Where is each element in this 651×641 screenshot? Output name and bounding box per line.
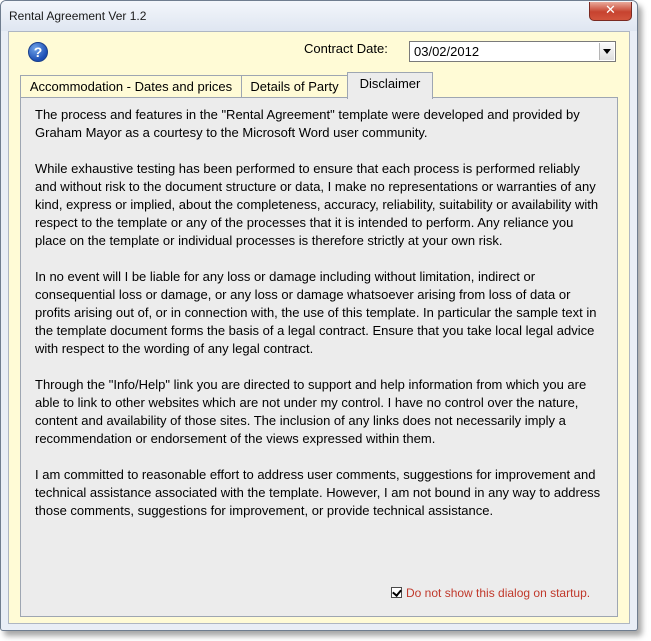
disclaimer-paragraph: I am committed to reasonable effort to address user comments, suggestions for improvement and technical assistance associated with the template. However, I am not bound in any way to address those comments, suggestions for improvement, or provide technical assistance. [35, 467, 601, 518]
startup-checkbox-row[interactable] [391, 586, 590, 600]
disclaimer-paragraph: In no event will I be liable for any loss or damage including without limitation, indirect or consequential loss or damage, or any loss or damage whatsoever arising from loss of data or profits arising out of, or in connection with, the use of this template. In particular the sample text in the template document forms the basis of a legal contract. Ensure that you take local legal advice with respect to the wording of any legal contract. [35, 269, 597, 356]
disclaimer-text [35, 106, 605, 538]
disclaimer-panel [20, 97, 618, 617]
title-bar[interactable] [1, 1, 637, 31]
dialog-body [8, 31, 630, 624]
tab-disclaimer[interactable]: Disclaimer [347, 72, 433, 99]
contract-date-dropdown[interactable] [409, 41, 616, 62]
question-mark-icon[interactable]: ? [28, 42, 48, 62]
startup-checkbox-label: Do not show this dialog on startup. [406, 586, 591, 600]
contract-date-label: Contract Date: [304, 41, 388, 56]
contract-date-value: 03/02/2012 [414, 44, 480, 59]
window-title: Rental Agreement Ver 1.2 [9, 9, 147, 23]
disclaimer-paragraph: Through the "Info/Help" link you are directed to support and help information from which you are able to link to other websites which are not under my control. I have no control over the nature, content and availability of those sites. The inclusion of any links does not necessarily imply a recommendation or endorsement of the views expressed within them. [35, 377, 587, 446]
tab-accommodation[interactable]: Accommodation - Dates and prices [20, 75, 242, 98]
disclaimer-paragraph: While exhaustive testing has been performed to ensure that each process is performed reliably and without risk to the document structure or data, I make no representations or warranties of any kind, express or implied, about the completeness, accuracy, reliability, suitability or availability with respect to the template or any of the processes that it is intended to perform. Any reliance you place on the template or individual processes is therefore strictly at your own risk. [35, 161, 599, 248]
chevron-down-icon[interactable] [599, 43, 614, 60]
tab-details-of-party[interactable]: Details of Party [241, 75, 348, 98]
close-button[interactable] [589, 2, 632, 21]
disclaimer-paragraph: The process and features in the "Rental Agreement" template were developed and provided by Graham Mayor as a courtesy to the Microsoft Word user community. [35, 107, 580, 140]
close-icon: ✕ [605, 3, 616, 18]
startup-checkbox[interactable] [391, 587, 402, 598]
